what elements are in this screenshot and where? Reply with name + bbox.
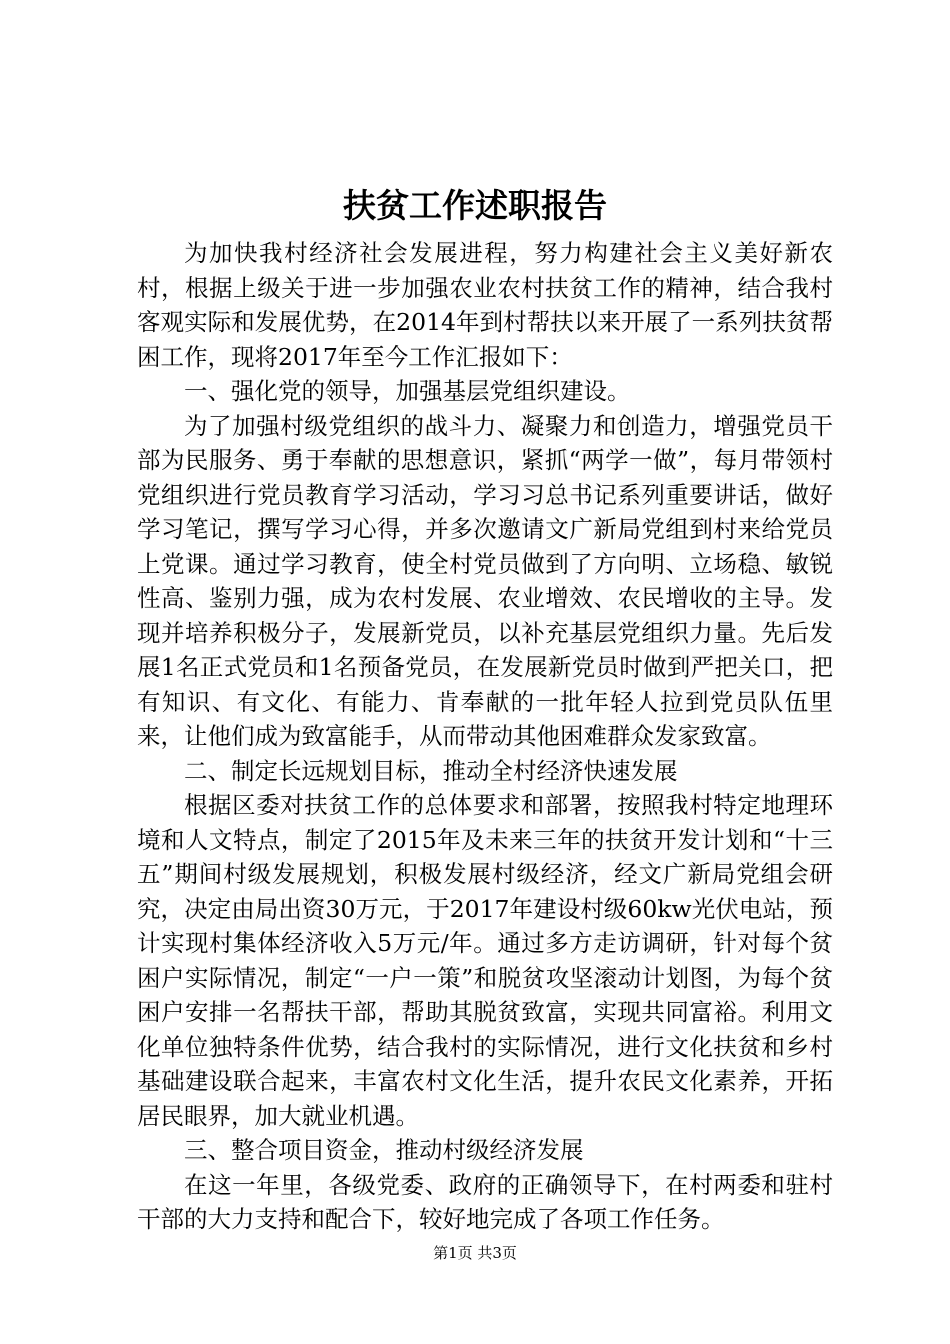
paragraph-section-3: 在这一年里，各级党委、政府的正确领导下，在村两委和驻村干部的大力支持和配合下，较好地完成了各项工作任务。 (137, 1170, 833, 1233)
paragraph-intro: 为加快我村经济社会发展进程，努力构建社会主义美好新农村，根据上级关于进一步加强农业农村扶贫工作的精神，结合我村客观实际和发展优势，在2014年到村帮扶以来开展了一系列扶贫帮困工作，现将2017年至今工作汇报如下： (137, 239, 833, 371)
page-number-footer: 第1页 共3页 (433, 1244, 517, 1262)
paragraph-section-1: 为了加强村级党组织的战斗力、凝聚力和创造力，增强党员干部为民服务、勇于奉献的思想意识，紧抓“两学一做”，每月带领村党组织进行党员教育学习活动，学习习总书记系列重要讲话，做好学习笔记，撰写学习心得，并多次邀请文广新局党组到村来给党员上党课。通过学习教育，使全村党员做到了方向明、立场稳、敏锐性高、鉴别力强，成为农村发展、农业增效、农民增收的主导。发现并培养积极分子，发展新党员，以补充基层党组织力量。先后发展1名正式党员和1名预备党员，在发展新党员时做到严把关口，把有知识、有文化、有能力、肯奉献的一批年轻人拉到党员队伍里来，让他们成为致富能手，从而带动其他困难群众发家致富。 (137, 411, 833, 750)
paragraph-section-2: 根据区委对扶贫工作的总体要求和部署，按照我村特定地理环境和人文特点，制定了2015年及未来三年的扶贫开发计划和“十三五”期间村级发展规划，积极发展村级经济，经文广新局党组会研究，决定由局出资30万元，于2017年建设村级60kw光伏电站，预计实现村集体经济收入5万元/年。通过多方走访调研，针对每个贫困户实际情况，制定“一户一策”和脱贫攻坚滚动计划图，为每个贫困户安排一名帮扶干部，帮助其脱贫致富，实现共同富裕。利用文化单位独特条件优势，结合我村的实际情况，进行文化扶贫和乡村基础建设联合起来，丰富农村文化生活，提升农民文化素养，开拓居民眼界，加大就业机遇。 (137, 791, 833, 1130)
section-heading-1: 一、强化党的领导，加强基层党组织建设。 (184, 377, 631, 405)
section-heading-3: 三、整合项目资金，推动村级经济发展 (184, 1136, 584, 1164)
document-title: 扶贫工作述职报告 (343, 186, 607, 225)
section-heading-2: 二、制定长远规划目标，推动全村经济快速发展 (184, 756, 678, 785)
document-body (137, 236, 833, 1237)
